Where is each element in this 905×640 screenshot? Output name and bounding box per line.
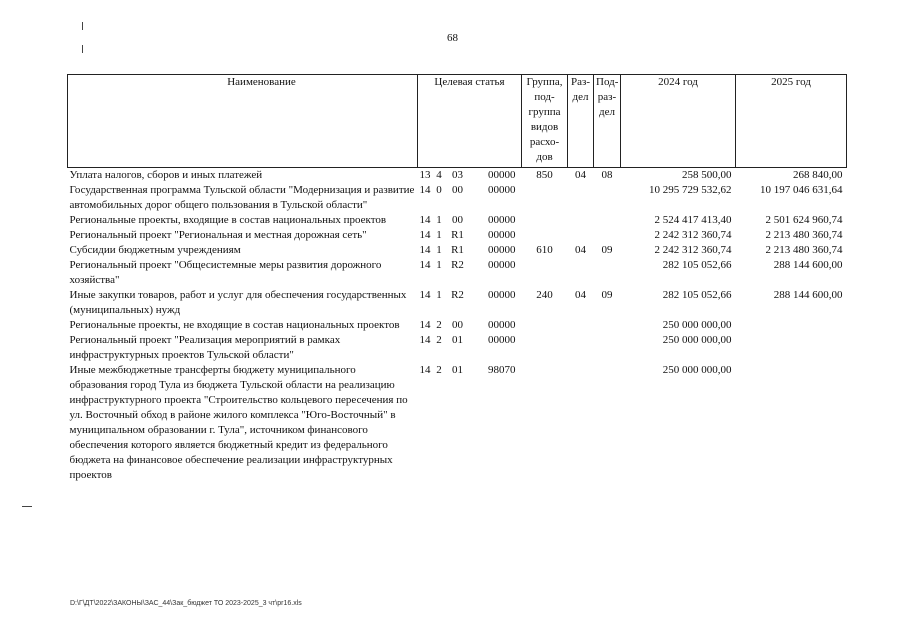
row-target-code-4: 00000: [488, 169, 516, 181]
row-section: [568, 258, 594, 288]
row-subsection: [594, 228, 621, 243]
row-expense-group: [522, 228, 568, 243]
row-amount-2025: 10 197 046 631,64: [760, 184, 843, 196]
row-target-code-1: 14: [419, 289, 431, 301]
row-expense-group: [522, 183, 568, 213]
row-name-cell: Уплата налогов, сборов и иных платежей: [69, 169, 263, 181]
row-amount-2025: 2 213 480 360,74: [765, 244, 843, 256]
table-row: [68, 183, 847, 213]
row-target-code-1: 14: [419, 184, 431, 196]
row-name-cell: Региональный проект "Региональная и местная дорожная сеть": [69, 229, 367, 241]
row-amount-2024: 2 524 417 413,40: [654, 214, 732, 226]
row-target-code-2: 2: [436, 364, 442, 376]
row-section: [568, 228, 594, 243]
header-subsection: Под-раз-дел: [594, 75, 621, 168]
table-row: [68, 168, 847, 184]
row-target-code-4: 00000: [488, 229, 516, 241]
row-expense-group: [522, 213, 568, 228]
row-target-code-4: 00000: [488, 334, 516, 346]
row-target-code-4: 00000: [488, 244, 516, 256]
row-target-code-2: 1: [436, 229, 442, 241]
row-expense-group: [522, 363, 568, 483]
table-row: [68, 258, 847, 288]
row-expense-group: [522, 333, 568, 363]
row-section: [568, 333, 594, 363]
row-target-code-4: 98070: [488, 364, 516, 376]
header-year-2025: 2025 год: [736, 75, 847, 168]
table-row: [68, 318, 847, 333]
row-target-code-4: 00000: [488, 259, 516, 271]
row-expense-group: 240: [536, 289, 553, 301]
header-group: Группа, под-группа видов расхо-дов: [522, 75, 568, 168]
row-section: 04: [575, 244, 586, 256]
row-target-code-2: 1: [436, 259, 442, 271]
table-row: [68, 228, 847, 243]
row-target-code-2: 1: [436, 214, 442, 226]
row-target-code-1: 14: [419, 334, 431, 346]
row-target-code-3: 00: [452, 319, 463, 331]
header-year-2024: 2024 год: [621, 75, 736, 168]
margin-mark: [82, 45, 83, 53]
header-row: [68, 75, 847, 168]
row-name-cell: Региональный проект "Реализация мероприятий в рамках инфраструктурных проектов Тульской области": [69, 334, 341, 361]
row-amount-2025: 2 501 624 960,74: [765, 214, 843, 226]
row-expense-group: 850: [536, 169, 553, 181]
row-target-code-4: 00000: [488, 289, 516, 301]
row-target-code-4: 00000: [488, 184, 516, 196]
row-target-code-3: 03: [452, 169, 463, 181]
row-target-code-3: R2: [451, 259, 464, 271]
margin-mark: [82, 22, 83, 30]
row-amount-2024: 258 500,00: [682, 169, 732, 181]
row-target-code-2: 4: [436, 169, 442, 181]
row-target-code-1: 14: [419, 214, 431, 226]
row-name-cell: Региональные проекты, входящие в состав национальных проектов: [69, 214, 387, 226]
row-target-code-2: 2: [436, 334, 442, 346]
row-subsection: [594, 333, 621, 363]
row-target-code-3: R1: [451, 229, 464, 241]
row-target-code-1: 14: [419, 319, 431, 331]
row-section: [568, 213, 594, 228]
row-subsection: 09: [601, 289, 613, 301]
row-name-cell: Иные межбюджетные трансферты бюджету муниципального образования город Тула из бюджета Тульской области на реализацию инфраструктурного проекта "Строительство кольцевого пересечения по ул. Восточный обход в районе жилого комплекса "Юго-Восточный" в муниципальном образовании г. Тула", источником финансового обеспечения которого является бюджетный кредит из федерального бюджета на финансовое обеспечение реализации инфраструктурных проектов: [69, 364, 408, 481]
row-amount-2024: 250 000 000,00: [662, 334, 732, 346]
row-name-cell: Региональные проекты, не входящие в состав национальных проектов: [69, 319, 400, 331]
table-row: [68, 243, 847, 258]
row-subsection: [594, 318, 621, 333]
row-amount-2025: [736, 333, 847, 363]
row-target-code-3: 00: [452, 214, 463, 226]
table-row: [68, 213, 847, 228]
row-subsection: [594, 213, 621, 228]
row-section: [568, 183, 594, 213]
table-row: [68, 363, 847, 483]
row-amount-2024: 282 105 052,66: [662, 259, 732, 271]
row-target-code-4: 00000: [488, 214, 516, 226]
row-target-code-3: 01: [452, 334, 463, 346]
row-expense-group: 610: [536, 244, 553, 256]
row-amount-2024: 250 000 000,00: [662, 364, 732, 376]
row-target-code-2: 2: [436, 319, 442, 331]
row-section: [568, 363, 594, 483]
margin-mark: [22, 506, 32, 507]
row-target-code-3: 01: [452, 364, 463, 376]
row-amount-2025: 268 840,00: [793, 169, 843, 181]
page-number: 68: [447, 32, 458, 44]
row-amount-2025: [736, 363, 847, 483]
row-target-code-1: 14: [419, 229, 431, 241]
row-name-cell: Региональный проект "Общесистемные меры развития дорожного хозяйства": [69, 259, 382, 286]
row-target-code-3: R1: [451, 244, 464, 256]
row-amount-2024: 250 000 000,00: [662, 319, 732, 331]
file-path-footer: D:\Г\ДТ\2022\ЗАКОНЫ\ЗАС_44\Зак_бюджет ТО 2023-2025_3 чт\pr16.xls: [70, 600, 302, 607]
row-name-cell: Иные закупки товаров, работ и услуг для обеспечения государственных (муниципальных) нужд: [69, 289, 407, 316]
row-subsection: [594, 183, 621, 213]
row-section: [568, 318, 594, 333]
row-section: 04: [575, 169, 586, 181]
row-name-cell: Субсидии бюджетным учреждениям: [69, 244, 241, 256]
row-subsection: 08: [601, 169, 613, 181]
row-amount-2024: 10 295 729 532,62: [649, 184, 732, 196]
row-target-code-2: 1: [436, 244, 442, 256]
header-name: Наименование: [68, 75, 418, 168]
row-target-code-2: 1: [436, 289, 442, 301]
row-amount-2025: 288 144 600,00: [773, 289, 843, 301]
row-subsection: 09: [601, 244, 613, 256]
row-target-code-2: 0: [436, 184, 442, 196]
row-section: 04: [575, 289, 586, 301]
row-target-code-1: 14: [419, 259, 431, 271]
table-body: [68, 168, 847, 484]
header-target-article: Целевая статья: [418, 75, 522, 168]
row-subsection: [594, 258, 621, 288]
row-subsection: [594, 363, 621, 483]
row-target-code-1: 14: [419, 244, 431, 256]
row-amount-2024: 2 242 312 360,74: [654, 229, 732, 241]
row-amount-2024: 282 105 052,66: [662, 289, 732, 301]
row-name-cell: Государственная программа Тульской области "Модернизация и развитие автомобильных дорог общего пользования в Тульской области": [69, 184, 415, 211]
row-target-code-4: 00000: [488, 319, 516, 331]
row-amount-2025: 2 213 480 360,74: [765, 229, 843, 241]
row-amount-2025: 288 144 600,00: [773, 259, 843, 271]
row-target-code-3: R2: [451, 289, 464, 301]
table-row: [68, 333, 847, 363]
budget-table: [67, 74, 847, 483]
row-amount-2024: 2 242 312 360,74: [654, 244, 732, 256]
header-section: Раз-дел: [568, 75, 594, 168]
row-target-code-3: 00: [452, 184, 463, 196]
row-amount-2025: [736, 318, 847, 333]
row-target-code-1: 13: [419, 169, 431, 181]
row-target-code-1: 14: [419, 364, 431, 376]
row-expense-group: [522, 258, 568, 288]
table-row: [68, 288, 847, 318]
row-expense-group: [522, 318, 568, 333]
budget-table-container: [67, 74, 846, 483]
